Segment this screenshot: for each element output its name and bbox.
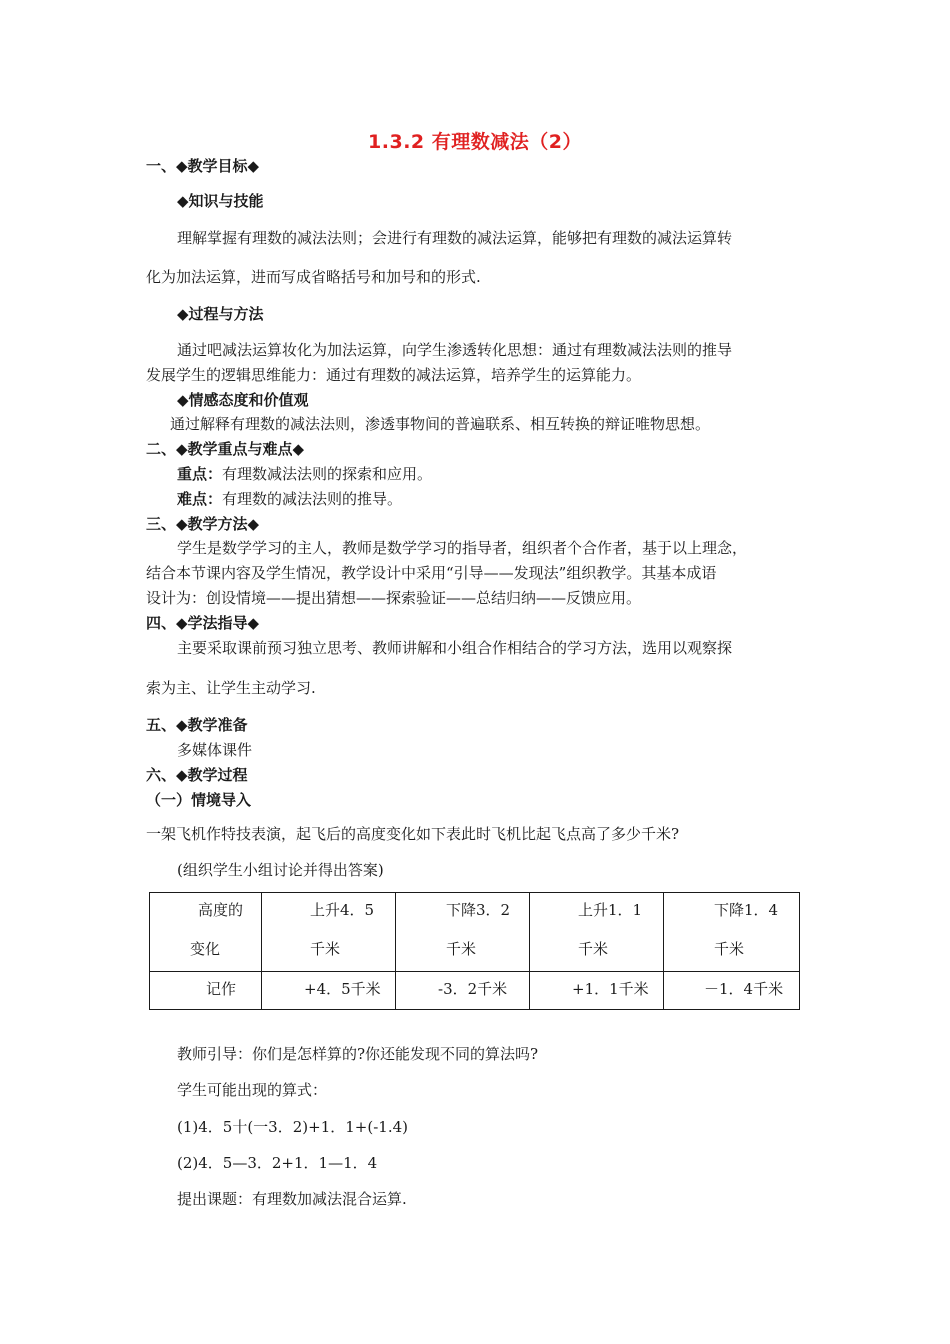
paragraph-line: 提出课题：有理数加减法混合运算. bbox=[177, 1190, 407, 1208]
table-cell-text: 千米 bbox=[446, 940, 477, 958]
table-cell bbox=[396, 972, 530, 1010]
paragraph-line: 结合本节课内容及学生情况，教学设计中采用“引导——发现法”组织教学。其基本成语 bbox=[146, 564, 717, 582]
paragraph-line: 学生是数学学习的主人，教师是数学学习的指导者，组织者个合作者，基于以上理念， bbox=[177, 539, 748, 557]
table-cell-text: 下降3．2 bbox=[446, 901, 511, 919]
section-heading-objectives: 一、◆教学目标◆ bbox=[146, 157, 260, 175]
table-cell-text: 变化 bbox=[190, 940, 221, 958]
paragraph-line: 教师引导：你们是怎样算的?你还能发现不同的算法吗? bbox=[177, 1045, 539, 1063]
table-cell-text: 高度的 bbox=[198, 901, 244, 919]
table-cell-text: 千米 bbox=[578, 940, 609, 958]
paragraph-line: 化为加法运算，进而写成省略括号和加号和的形式. bbox=[146, 268, 481, 286]
table-cell bbox=[664, 972, 800, 1010]
table-cell bbox=[262, 893, 396, 972]
paragraph-line: (组织学生小组讨论并得出答案) bbox=[177, 861, 384, 879]
table-cell bbox=[530, 972, 664, 1010]
table-cell-text: 上升1．1 bbox=[578, 901, 643, 919]
paragraph-line: 通过吧减法运算妆化为加法运算，向学生渗透转化思想：通过有理数减法法则的推导 bbox=[177, 341, 733, 359]
key-point-line bbox=[177, 463, 432, 484]
table-cell bbox=[150, 893, 262, 972]
paragraph-line: 一架飞机作特技表演，起飞后的高度变化如下表此时飞机比起飞点高了多少千米? bbox=[146, 825, 680, 843]
table-cell-text: 千米 bbox=[310, 940, 341, 958]
table-cell-text: 记作 bbox=[206, 980, 237, 998]
paragraph-line: 理解掌握有理数的减法法则；会进行有理数的减法运算，能够把有理数的减法运算转 bbox=[177, 229, 733, 247]
difficulty-label: 难点： bbox=[177, 490, 223, 508]
paragraph-line: 多媒体课件 bbox=[177, 741, 253, 759]
table-cell-text: 上升4．5 bbox=[310, 901, 375, 919]
paragraph-line: 索为主、让学生主动学习. bbox=[146, 679, 316, 697]
key-point-label: 重点： bbox=[177, 465, 223, 483]
table-cell bbox=[262, 972, 396, 1010]
table-row bbox=[150, 972, 800, 1010]
subheading-scenario-intro: （一）情境导入 bbox=[146, 791, 252, 809]
section-heading-teaching-process: 六、◆教学过程 bbox=[146, 766, 248, 784]
section-heading-study-guidance: 四、◆学法指导◆ bbox=[146, 614, 260, 632]
section-heading-preparation: 五、◆教学准备 bbox=[146, 716, 248, 734]
paragraph-line: 学生可能出现的算式： bbox=[177, 1081, 328, 1099]
table-cell bbox=[150, 972, 262, 1010]
subheading-knowledge-skills: ◆知识与技能 bbox=[177, 192, 264, 210]
table-cell-text: 下降1．4 bbox=[714, 901, 779, 919]
altitude-change-table bbox=[149, 892, 800, 1010]
formula-line: (1)4．5十(一3．2)+1．1+(-1.4) bbox=[177, 1118, 408, 1136]
difficulty-line bbox=[177, 488, 402, 509]
paragraph-line: 设计为：创设情境——提出猜想——探索验证——总结归纳——反馈应用。 bbox=[146, 589, 642, 607]
difficulty-text: 有理数的减法法则的推导。 bbox=[222, 490, 403, 508]
table-row bbox=[150, 893, 800, 972]
paragraph-line: 主要采取课前预习独立思考、教师讲解和小组合作相结合的学习方法，选用以观察探 bbox=[177, 639, 733, 657]
table-cell bbox=[396, 893, 530, 972]
section-heading-key-points: 二、◆教学重点与难点◆ bbox=[146, 440, 305, 458]
subheading-process-method: ◆过程与方法 bbox=[177, 305, 264, 323]
subheading-attitude-values: ◆情感态度和价值观 bbox=[177, 391, 309, 409]
table-cell-text: －1．4千米 bbox=[704, 980, 784, 998]
paragraph-line: 发展学生的逻辑思维能力：通过有理数的减法运算，培养学生的运算能力。 bbox=[146, 366, 642, 384]
table-cell-text: 千米 bbox=[714, 940, 745, 958]
key-point-text: 有理数减法法则的探索和应用。 bbox=[222, 465, 433, 483]
formula-line: (2)4．5—3．2+1．1—1．4 bbox=[177, 1154, 378, 1172]
table-cell-text: +1．1千米 bbox=[572, 980, 649, 998]
paragraph-line: 通过解释有理数的减法法则，渗透事物间的普遍联系、相互转换的辩证唯物思想。 bbox=[170, 415, 711, 433]
table-cell-text: +4．5千米 bbox=[304, 980, 381, 998]
section-heading-teaching-method: 三、◆教学方法◆ bbox=[146, 515, 260, 533]
page-title: 1.3.2 有理数减法（2） bbox=[368, 131, 582, 153]
table-cell bbox=[664, 893, 800, 972]
table-cell bbox=[530, 893, 664, 972]
table-cell-text: -3．2千米 bbox=[438, 980, 508, 998]
